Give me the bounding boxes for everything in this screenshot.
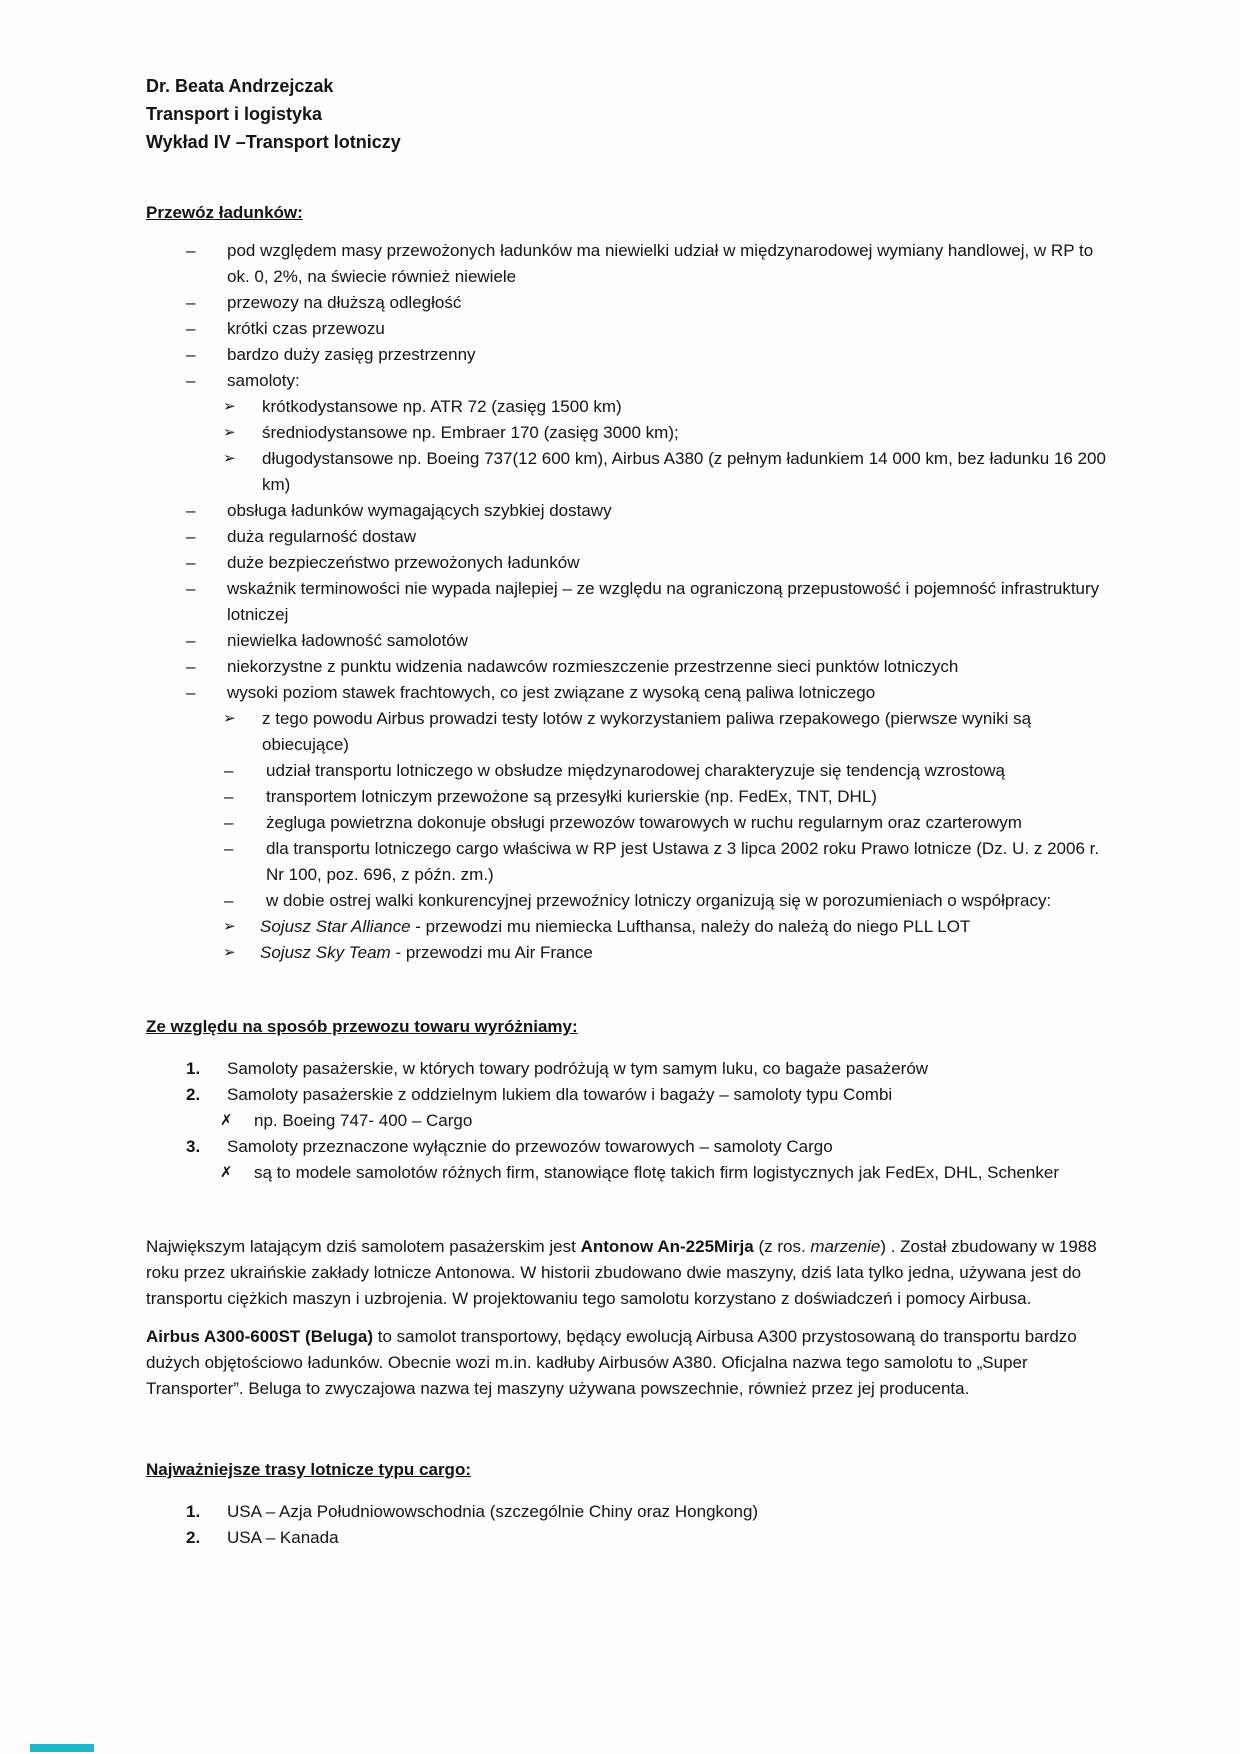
list-item xyxy=(223,420,1115,446)
list-item-text: niewielka ładowność samolotów xyxy=(227,631,468,650)
list-item xyxy=(223,940,1115,966)
sub-list-alliances xyxy=(223,914,1115,966)
alliance-name: Sojusz Sky Team xyxy=(260,943,396,962)
list-item-text: pod względem masy przewożonych ładunków ma niewielki udział w międzynarodowej wymiany handlowej, w RP to ok. 0, 2%, na świecie również niewiele xyxy=(227,241,1094,286)
bullet-list-main xyxy=(186,238,1115,394)
numbered-list-plane-types xyxy=(186,1056,1115,1108)
list-item-text: duże bezpieczeństwo przewożonych ładunków xyxy=(227,553,580,572)
list-item xyxy=(186,498,1115,524)
lecture-title: Wykład IV –Transport lotniczy xyxy=(146,132,401,152)
cross-bullet-marker: ✗ xyxy=(220,1112,233,1129)
dash-bullet-marker: – xyxy=(186,293,196,312)
list-item-text: Samoloty przeznaczone wyłącznie do przewozów towarowych – samoloty Cargo xyxy=(227,1137,833,1156)
list-item xyxy=(186,524,1115,550)
list-item-text: samoloty: xyxy=(227,371,300,390)
list-number: 2. xyxy=(186,1528,201,1547)
arrow-bullet-marker: ➢ xyxy=(223,710,236,727)
list-item xyxy=(186,342,1115,368)
list-item-text: np. Boeing 747- 400 – Cargo xyxy=(254,1111,473,1130)
author-line: Dr. Beata Andrzejczak xyxy=(146,76,334,96)
list-item-text: Samoloty pasażerskie, w których towary podróżują w tym samym luku, co bagaże pasażerów xyxy=(227,1059,929,1078)
list-item xyxy=(186,576,1115,628)
list-item-text: z tego powodu Airbus prowadzi testy lotów z wykorzystaniem paliwa rzepakowego (pierwsze wyniki są obiecujące) xyxy=(262,709,1032,754)
list-item-text: USA – Kanada xyxy=(227,1528,339,1547)
dash-bullet-marker: – xyxy=(186,657,196,676)
plane-name-bold: Airbus A300-600ST (Beluga) xyxy=(146,1327,374,1346)
list-item xyxy=(220,1108,1115,1134)
dash-bullet-marker: – xyxy=(186,683,196,702)
list-item-text: wskaźnik terminowości nie wypada najlepiej – ze względu na ograniczoną przepustowość i pojemność infrastruktury lotniczej xyxy=(227,579,1100,624)
section-heading-przewoz-ladunkow: Przewóz ładunków: xyxy=(146,203,303,222)
paragraph-beluga xyxy=(146,1324,1115,1402)
paragraph-text: (z ros. xyxy=(753,1237,811,1256)
dash-bullet-marker: – xyxy=(186,553,196,572)
dash-bullet-marker: – xyxy=(186,501,196,520)
list-item xyxy=(223,706,1115,758)
list-item-text: bardzo duży zasięg przestrzenny xyxy=(227,345,476,364)
list-item-text: są to modele samolotów różnych firm, stanowiące flotę takich firm logistycznych jak FedEx, DHL, Schenker xyxy=(254,1163,1059,1182)
sub-list-fuel xyxy=(223,706,1115,758)
foreign-word-italic: marzenie xyxy=(810,1237,881,1256)
dash-bullet-marker: – xyxy=(186,319,196,338)
list-item xyxy=(224,784,1115,810)
list-item xyxy=(186,368,1115,394)
paragraph-antonow xyxy=(146,1234,1115,1312)
list-number: 1. xyxy=(186,1059,201,1078)
numbered-list-plane-types-continued xyxy=(186,1134,1115,1160)
page-corner-scan-artifact xyxy=(30,1744,94,1752)
paragraph-text: ) . Został zbudowany w 1988 roku przez ukraińskie zakłady lotnicze Antonowa. W historii zbudowano dwie maszyny, dziś lata tylko jedna, używana jest do transportu ciężkich maszyn i uzbrojenia. W projektowaniu tego samolotu korzystano z doświadczeń i pomocy Airbusa. xyxy=(146,1237,1097,1308)
alliance-name: Sojusz Star Alliance xyxy=(260,917,411,936)
list-item-text: transportem lotniczym przewożone są przesyłki kurierskie (np. FedEx, TNT, DHL) xyxy=(266,787,877,806)
dash-bullet-marker: – xyxy=(224,839,234,858)
arrow-bullet-marker: ➢ xyxy=(223,918,236,935)
arrow-bullet-marker: ➢ xyxy=(223,450,236,467)
list-item xyxy=(223,446,1115,498)
numbered-list-cargo-routes xyxy=(186,1499,1115,1551)
bullet-list-main-continued xyxy=(186,498,1115,706)
list-item xyxy=(223,394,1115,420)
section-heading-sposob-przewozu: Ze względu na sposób przewozu towaru wyróżniamy: xyxy=(146,1017,578,1036)
arrow-bullet-marker: ➢ xyxy=(223,944,236,961)
list-item-text: średniodystansowe np. Embraer 170 (zasięg 3000 km); xyxy=(262,423,679,442)
dash-bullet-marker: – xyxy=(224,891,234,910)
dash-bullet-marker: – xyxy=(186,579,196,598)
list-item xyxy=(186,628,1115,654)
list-number: 3. xyxy=(186,1137,201,1156)
list-item-text: USA – Azja Południowowschodnia (szczególnie Chiny oraz Hongkong) xyxy=(227,1502,759,1521)
list-item-text: duża regularność dostaw xyxy=(227,527,417,546)
list-item xyxy=(223,914,1115,940)
list-item xyxy=(186,680,1115,706)
list-item-text xyxy=(260,940,1115,966)
sub-list-cargo xyxy=(220,1160,1115,1186)
sub-list-combi xyxy=(220,1108,1115,1134)
list-item xyxy=(186,1499,1115,1525)
list-item xyxy=(186,290,1115,316)
dash-bullet-marker: – xyxy=(224,787,234,806)
list-item-text: przewozy na dłuższą odległość xyxy=(227,293,462,312)
dash-bullet-marker: – xyxy=(186,631,196,650)
list-item-text: dla transportu lotniczego cargo właściwa w RP jest Ustawa z 3 lipca 2002 roku Prawo lotnicze (Dz. U. z 2006 r. Nr 100, poz. 696, z późn. zm.) xyxy=(266,839,1100,884)
list-item-text xyxy=(260,914,1115,940)
list-item-text: w dobie ostrej walki konkurencyjnej przewoźnicy lotniczy organizują się w porozumieniach o współpracy: xyxy=(266,891,1052,910)
list-item xyxy=(186,316,1115,342)
bullet-list-indented xyxy=(224,758,1115,914)
course-line: Transport i logistyka xyxy=(146,104,323,124)
list-number: 2. xyxy=(186,1085,201,1104)
dash-bullet-marker: – xyxy=(224,761,234,780)
arrow-bullet-marker: ➢ xyxy=(223,398,236,415)
list-item-text: długodystansowe np. Boeing 737(12 600 km), Airbus A380 (z pełnym ładunkiem 14 000 km, bez ładunku 16 200 km) xyxy=(262,449,1106,494)
list-item xyxy=(224,836,1115,888)
arrow-bullet-marker: ➢ xyxy=(223,424,236,441)
paragraph-text: Największym latającym dziś samolotem pasażerskim jest xyxy=(146,1237,581,1256)
list-item-text: krótkodystansowe np. ATR 72 (zasięg 1500 km) xyxy=(262,397,622,416)
list-item-text: obsługa ładunków wymagających szybkiej dostawy xyxy=(227,501,612,520)
list-item-text: wysoki poziom stawek frachtowych, co jest związane z wysoką ceną paliwa lotniczego xyxy=(227,683,876,702)
alliance-desc: - przewodzi mu niemiecka Lufthansa, należy do należą do niego PLL LOT xyxy=(410,917,971,936)
list-number: 1. xyxy=(186,1502,201,1521)
section-heading-trasy-cargo: Najważniejsze trasy lotnicze typu cargo: xyxy=(146,1460,471,1479)
paragraph-text: to samolot transportowy, będący ewolucją Airbusa A300 przystosowaną do transportu bardzo dużych objętościowo ładunków. Obecnie wozi m.in. kadłuby Airbusów A380. Oficjalna nazwa tego samolotu to „Super Transporter”. Beluga to zwyczajowa nazwa tej maszyny używana powszechnie, również przez jej producenta. xyxy=(146,1327,1077,1398)
list-item xyxy=(186,1525,1115,1551)
list-item xyxy=(186,1056,1115,1082)
list-item xyxy=(186,550,1115,576)
cross-bullet-marker: ✗ xyxy=(220,1164,233,1181)
dash-bullet-marker: – xyxy=(186,345,196,364)
sub-list-samoloty xyxy=(223,394,1115,498)
list-item-text: krótki czas przewozu xyxy=(227,319,385,338)
list-item xyxy=(224,758,1115,784)
list-item xyxy=(224,810,1115,836)
list-item xyxy=(186,238,1115,290)
alliance-desc: - przewodzi mu Air France xyxy=(395,943,593,962)
list-item-text: Samoloty pasażerskie z oddzielnym lukiem dla towarów i bagaży – samoloty typu Combi xyxy=(227,1085,893,1104)
list-item xyxy=(186,1082,1115,1108)
dash-bullet-marker: – xyxy=(186,241,196,260)
list-item-text: udział transportu lotniczego w obsłudze międzynarodowej charakteryzuje się tendencją wzrostową xyxy=(266,761,1005,780)
list-item xyxy=(220,1160,1115,1186)
dash-bullet-marker: – xyxy=(186,527,196,546)
list-item-text: żegluga powietrzna dokonuje obsługi przewozów towarowych w ruchu regularnym oraz czarterowym xyxy=(266,813,1022,832)
plane-name-bold: Antonow An-225Mirja xyxy=(580,1237,754,1256)
list-item xyxy=(186,654,1115,680)
list-item xyxy=(224,888,1115,914)
dash-bullet-marker: – xyxy=(186,371,196,390)
list-item xyxy=(186,1134,1115,1160)
list-item-text: niekorzystne z punktu widzenia nadawców rozmieszczenie przestrzenne sieci punktów lotniczych xyxy=(227,657,959,676)
dash-bullet-marker: – xyxy=(224,813,234,832)
